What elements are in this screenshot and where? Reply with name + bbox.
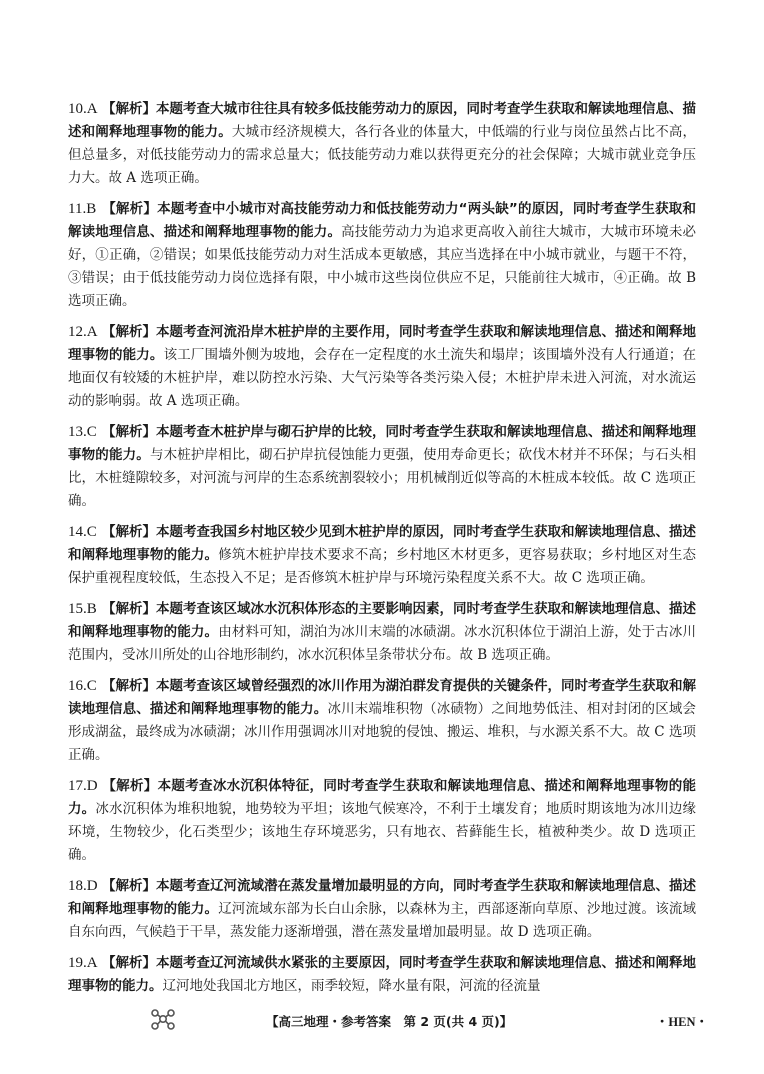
analysis-tag: 【解析】 (102, 678, 156, 694)
analysis-tag: 【解析】 (102, 955, 156, 971)
answer-item (68, 321, 696, 413)
analysis-summary: 本题考查我国乡村地区较少见到木桩护岸的原因，同时考查学生获取和解读地理信息、描述和阐释地理事物的能力。 (68, 524, 696, 563)
answer-number: 14.C (68, 524, 97, 540)
analysis-tag: 【解析】 (102, 324, 156, 340)
analysis-body: 由材料可知，湖泊为冰川末端的冰碛湖。冰水沉积体位于湖泊上游，处于古冰川范围内，受冰川所处的山谷地形制约，冰水沉积体呈条带状分布。故 B 选项正确。 (68, 624, 697, 663)
analysis-summary: 本题考查辽河流域潜在蒸发量增加最明显的方向，同时考查学生获取和解读地理信息、描述和阐释地理事物的能力。 (68, 878, 696, 917)
answer-number: 19.A (68, 955, 98, 971)
analysis-body: 辽河地处我国北方地区，雨季较短，降水量有限，河流的径流量 (162, 978, 541, 994)
answer-item (68, 421, 696, 513)
analysis-tag: 【解析】 (102, 524, 156, 540)
answer-number: 17.D (68, 778, 98, 794)
analysis-body: 冰水沉积体为堆积地貌，地势较为平坦；该地气候寒冷，不利于土壤发育；地质时期该地为冰川边缘环境，生物较少，化石类型少；该地生存环境恶劣，只有地衣、苔藓能生长，植被种类少。故 D 选项正确。 (68, 801, 697, 863)
analysis-body: 与木桩护岸相比，砌石护岸抗侵蚀能力更强，使用寿命更长；砍伐木材并不环保；与石头相比，木桩缝隙较多，对河流与河岸的生态系统割裂较小；用机械削近似等高的木桩成本较低。故 C 选项正确。 (68, 447, 697, 509)
answer-item (68, 198, 696, 313)
answer-item (68, 952, 696, 998)
analysis-summary: 本题考查辽河流域供水紧张的主要原因，同时考查学生获取和解读地理信息、描述和阐释地理事物的能力。 (68, 955, 696, 994)
analysis-body: 冰川末端堆积物（冰碛物）之间地势低洼、相对封闭的区域会形成湖盆，最终成为冰碛湖；冰川作用强调冰川对地貌的侵蚀、搬运、堆积，与水源关系不大。故 C 选项正确。 (68, 701, 697, 763)
analysis-body: 高技能劳动力为追求更高收入前往大城市，大城市环境未必好，①正确，②错误；如果低技能劳动力对生活成本更敏感，其应当选择在中小城市就业，与题干不符，③错误；由于低技能劳动力岗位选择有限，中小城市这些岗位供应不足，只能前往大城市，④正确。故 B 选项正确。 (68, 224, 697, 309)
analysis-body: 大城市经济规模大，各行各业的体量大，中低端的行业与岗位虽然占比不高，但总量多，对低技能劳动力的需求总量大；低技能劳动力难以获得更充分的社会保障；大城市就业竞争压力大。故 A 选项正确。 (68, 124, 697, 186)
footer-page-info: 【高三地理・参考答案 第 2 页(共 4 页)】 (266, 1014, 513, 1029)
answer-item (68, 875, 696, 944)
answer-item (68, 98, 696, 190)
analysis-body: 修筑木桩护岸技术要求不高；乡村地区木材更多，更容易获取；乡村地区对生态保护重视程度较低，生态投入不足；是否修筑木桩护岸与环境污染程度关系不大。故 C 选项正确。 (68, 547, 697, 586)
analysis-tag: 【解析】 (102, 101, 156, 117)
analysis-summary: 本题考查该区域冰水沉积体形态的主要影响因素，同时考查学生获取和解读地理信息、描述和阐释地理事物的能力。 (68, 601, 696, 640)
answer-number: 13.C (68, 424, 97, 440)
answer-number: 12.A (68, 324, 98, 340)
analysis-tag: 【解析】 (102, 878, 156, 894)
analysis-tag: 【解析】 (102, 201, 158, 217)
answer-item (68, 775, 696, 867)
analysis-tag: 【解析】 (102, 778, 158, 794)
analysis-body: 该工厂围墙外侧为坡地，会存在一定程度的水土流失和塌岸；该围墙外没有人行通道；在地面仅有较矮的木桩护岸，难以防控水污染、大气污染等各类污染入侵；木桩护岸未进入河流，对水流运动的影响弱。故 A 选项正确。 (68, 347, 697, 409)
analysis-summary: 本题考查该区域曾经强烈的冰川作用为湖泊群发育提供的关键条件，同时考查学生获取和解读地理信息、描述和阐释地理事物的能力。 (68, 678, 696, 717)
analysis-summary: 本题考查大城市往往具有较多低技能劳动力的原因，同时考查学生获取和解读地理信息、描述和阐释地理事物的能力。 (68, 101, 696, 140)
answer-item (68, 675, 696, 767)
analysis-summary: 本题考查冰水沉积体特征，同时考查学生获取和解读地理信息、描述和阐释地理事物的能力。 (68, 778, 697, 817)
answer-number: 15.B (68, 601, 97, 617)
page-footer (148, 1008, 708, 1034)
answer-item (68, 598, 696, 667)
answer-number: 10.A (68, 101, 98, 117)
answer-number: 11.B (68, 201, 97, 217)
analysis-body: 辽河流域东部为长白山余脉，以森林为主，西部逐渐向草原、沙地过渡。该流域自东向西，气候趋于干旱，蒸发能力逐渐增强，潜在蒸发量增加最明显。故 D 选项正确。 (68, 901, 697, 940)
analysis-summary: 本题考查中小城市对高技能劳动力和低技能劳动力“两头缺”的原因，同时考查学生获取和解读地理信息、描述和阐释地理事物的能力。 (68, 201, 697, 240)
answer-number: 18.D (68, 878, 98, 894)
answer-number: 16.C (68, 678, 97, 694)
analysis-tag: 【解析】 (102, 424, 156, 440)
answer-item (68, 521, 696, 590)
analysis-tag: 【解析】 (102, 601, 156, 617)
footer-code: ・HEN・ (655, 1015, 708, 1029)
analysis-summary: 本题考查河流沿岸木桩护岸的主要作用，同时考查学生获取和解读地理信息、描述和阐释地理事物的能力。 (68, 324, 696, 363)
answer-list (68, 98, 696, 998)
analysis-summary: 本题考查木桩护岸与砌石护岸的比较，同时考查学生获取和解读地理信息、描述和阐释地理事物的能力。 (68, 424, 696, 463)
